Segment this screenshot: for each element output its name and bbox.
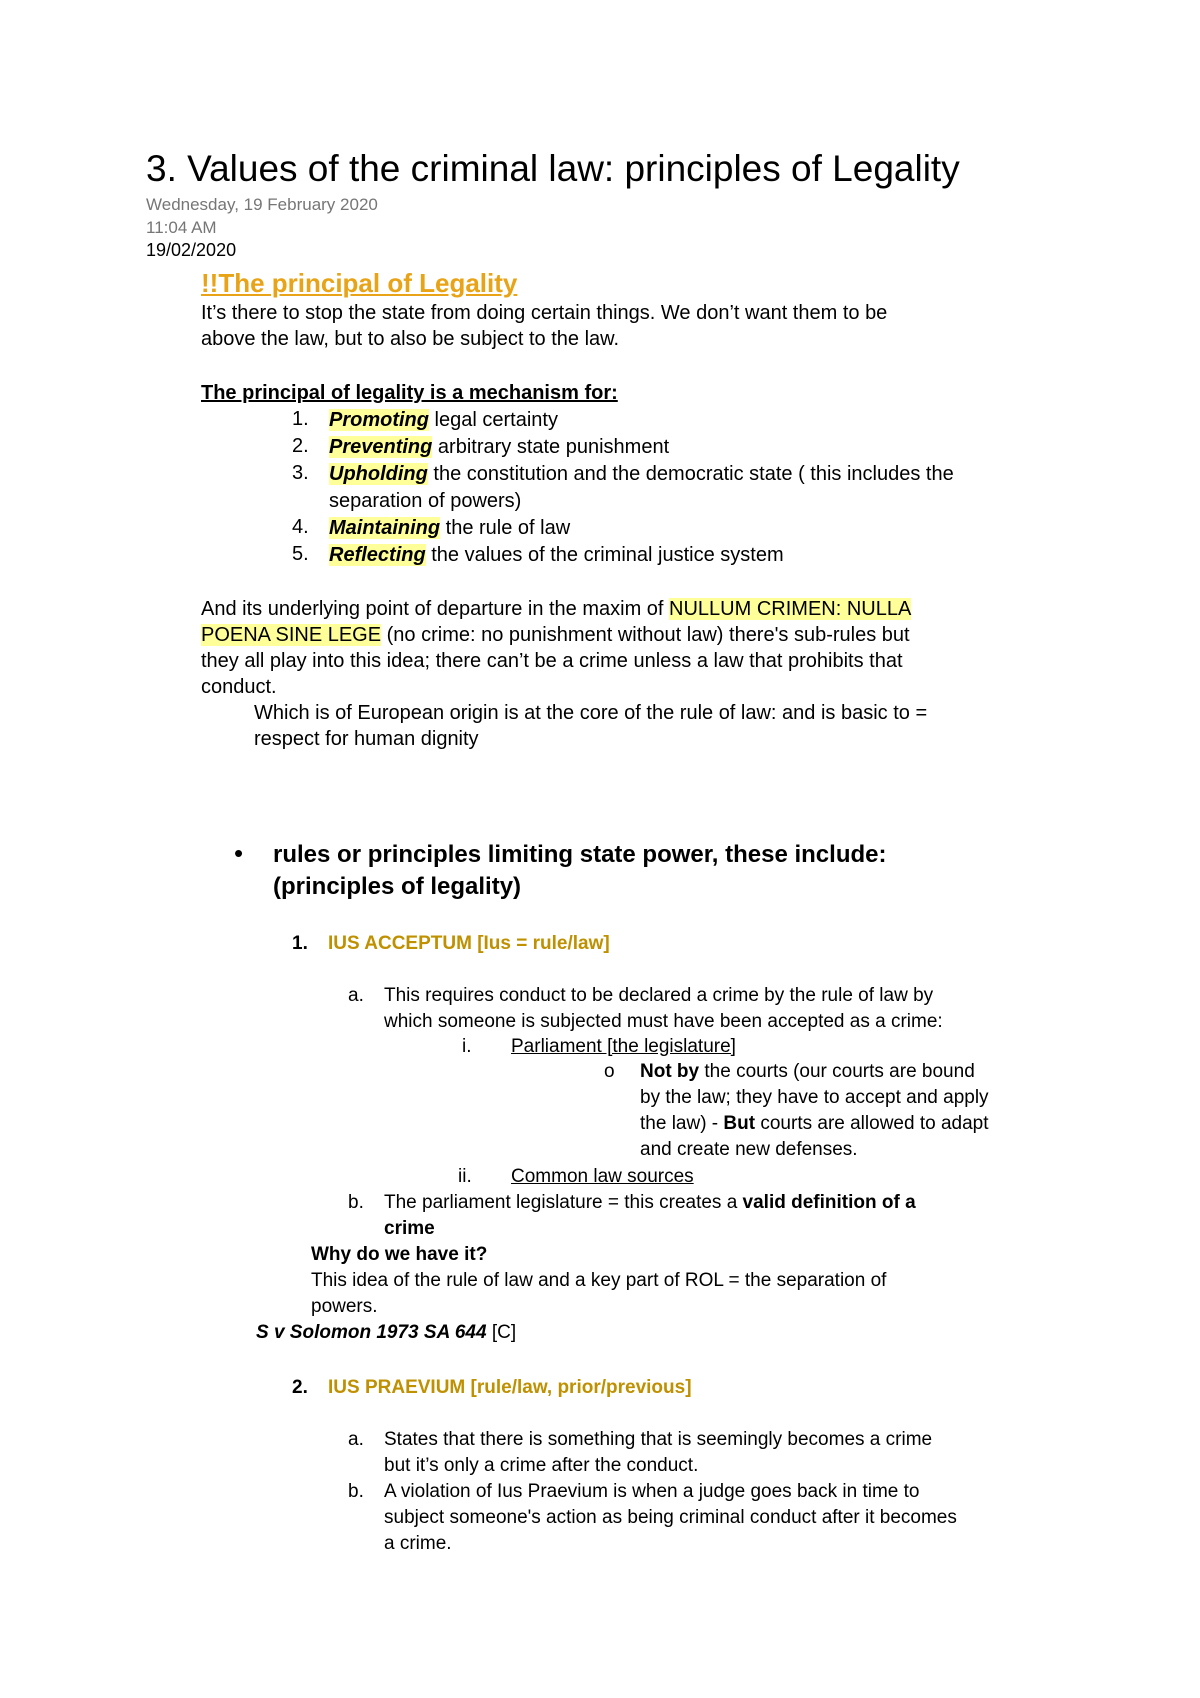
maxim-highlight: POENA SINE LEGE (201, 624, 382, 646)
rules-heading-2: (principles of legality) (273, 873, 522, 900)
list-keyword: Promoting (329, 409, 429, 431)
sub-text: States that there is something that is seemingly becomes a crime (384, 1429, 933, 1450)
list-number: 5. (292, 543, 309, 565)
courts-line-2: by the law; they have to accept and apply (640, 1087, 989, 1108)
maxim-line-3: they all play into this idea; there can’t be a crime unless a law that prohibits that (201, 650, 903, 672)
courts-line-1 (640, 1061, 975, 1083)
list-keyword: Upholding (329, 463, 428, 485)
plain-phrase: the courts (our courts are bound (699, 1061, 975, 1082)
sub-text: but it’s only a crime after the conduct. (384, 1455, 699, 1476)
case-name: S v Solomon 1973 SA 644 (256, 1322, 487, 1343)
sub-text: This requires conduct to be declared a crime by the rule of law by (384, 985, 934, 1006)
section-heading: !!The principal of Legality (201, 268, 518, 298)
sub-marker: a. (348, 1429, 364, 1450)
intro-line-1: It’s there to stop the state from doing certain things. We don’t want them to be (201, 302, 888, 324)
list-text: the values of the criminal justice system (425, 544, 784, 566)
bold-phrase: valid definition of a (742, 1192, 916, 1213)
list-item-continuation: separation of powers) (329, 490, 522, 512)
plain-phrase: the law) - (640, 1113, 724, 1134)
list-item (329, 542, 784, 568)
list-text: the rule of law (440, 517, 571, 539)
case-citation (256, 1322, 516, 1344)
maxim-line-4: conduct. (201, 676, 277, 698)
why-text: This idea of the rule of law and a key part of ROL = the separation of (311, 1270, 887, 1291)
maxim-line-2 (201, 622, 910, 648)
list-item (329, 407, 558, 433)
sub-marker: b. (348, 1481, 364, 1502)
courts-line-3 (640, 1113, 989, 1135)
list-number: 1. (292, 408, 309, 430)
maxim-sub-1: Which is of European origin is at the core of the rule of law: and is basic to = (254, 702, 928, 724)
maxim-line-1 (201, 596, 911, 622)
circle-bullet: o (604, 1061, 615, 1082)
maxim-highlight: NULLUM CRIMEN: NULLA (669, 598, 912, 620)
principle-number: 2. (292, 1377, 308, 1398)
intro-line-2: above the law, but to also be subject to the law. (201, 328, 620, 350)
principle-title: IUS ACCEPTUM [Ius = rule/law] (328, 933, 610, 954)
list-text: the constitution and the democratic state ( this includes the (427, 463, 954, 485)
why-text: powers. (311, 1296, 378, 1317)
bold-phrase: Not by (640, 1061, 700, 1082)
sub-marker: a. (348, 985, 364, 1006)
sub-text: A violation of Ius Praevium is when a judge goes back in time to (384, 1481, 920, 1502)
bold-phrase: But (723, 1113, 756, 1134)
sub-marker: b. (348, 1192, 364, 1213)
plain-phrase: The parliament legislature = this creates a (384, 1192, 743, 1213)
maxim-text: And its underlying point of departure in the maxim of (201, 598, 670, 620)
list-item (329, 434, 669, 460)
sub-text: subject someone's action as being criminal conduct after it becomes (384, 1507, 957, 1528)
list-keyword: Maintaining (329, 517, 441, 539)
principle-title: IUS PRAEVIUM [rule/law, prior/previous] (328, 1377, 692, 1398)
roman-text: Parliament [the legislature] (511, 1036, 736, 1057)
list-text: legal certainty (429, 409, 558, 431)
case-tag: [C] (486, 1322, 517, 1343)
page-title: 3. Values of the criminal law: principles of Legality (146, 148, 960, 189)
roman-marker: ii. (458, 1166, 472, 1187)
principle-number: 1. (292, 933, 308, 954)
bullet-dot: • (234, 838, 244, 868)
maxim-sub-2: respect for human dignity (254, 728, 479, 750)
list-text: arbitrary state punishment (432, 436, 670, 458)
why-heading: Why do we have it? (311, 1244, 488, 1265)
sub-text (384, 1192, 916, 1214)
list-keyword: Reflecting (329, 544, 426, 566)
note-time: 11:04 AM (146, 218, 217, 237)
date-line: 19/02/2020 (146, 240, 237, 260)
courts-line-4: and create new defenses. (640, 1139, 858, 1160)
note-date: Wednesday, 19 February 2020 (146, 195, 378, 214)
list-item (329, 461, 954, 487)
list-number: 3. (292, 462, 309, 484)
rules-heading-1: rules or principles limiting state power, these include: (273, 841, 887, 868)
sub-text: which someone is subjected must have been accepted as a crime: (384, 1011, 943, 1032)
list-number: 2. (292, 435, 309, 457)
maxim-text: (no crime: no punishment without law) there's sub-rules but (381, 624, 910, 646)
list-item (329, 515, 570, 541)
roman-text: Common law sources (511, 1166, 694, 1187)
plain-phrase: courts are allowed to adapt (755, 1113, 989, 1134)
roman-marker: i. (462, 1036, 472, 1057)
list-number: 4. (292, 516, 309, 538)
list-keyword: Preventing (329, 436, 433, 458)
sub-text: crime (384, 1218, 435, 1239)
mechanism-title: The principal of legality is a mechanism for: (201, 382, 618, 404)
sub-text: a crime. (384, 1533, 452, 1554)
